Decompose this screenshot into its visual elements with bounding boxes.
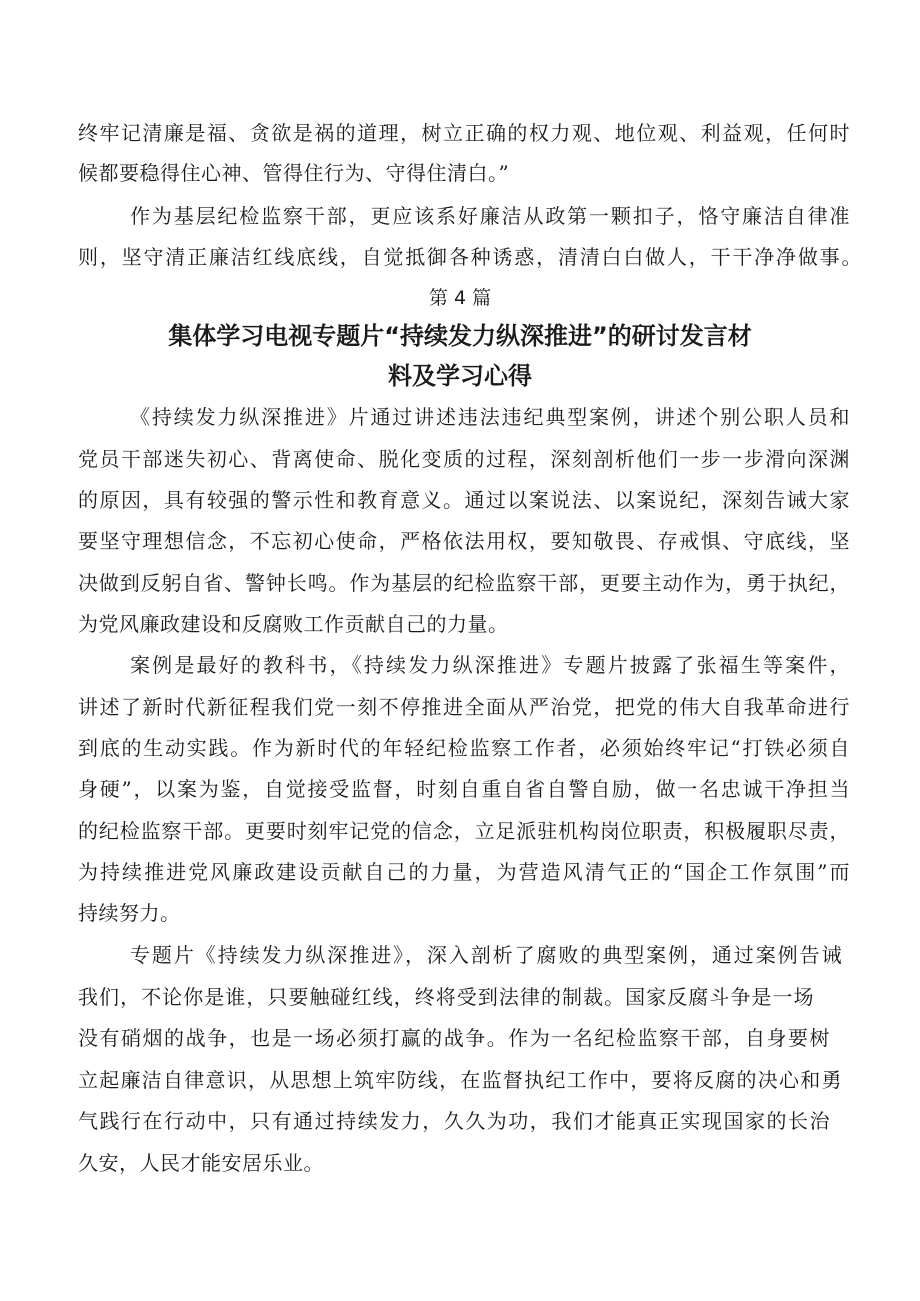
paragraph-line: 讲述了新时代新征程我们党一刻不停推进全面从严治党，把党的伟大自我革命进行 bbox=[78, 695, 850, 719]
paragraph-line: 候都要稳得住心神、管得住行为、守得住清白。” bbox=[78, 161, 510, 185]
paragraph-line: 终牢记清廉是福、贪欲是祸的道理，树立正确的权力观、地位观、利益观，任何时 bbox=[78, 121, 850, 145]
paragraph-line: 立起廉洁自律意识，从思想上筑牢防线，在监督执纪工作中，要将反腐的决心和勇 bbox=[78, 1068, 842, 1092]
paragraph-line: 到底的生动实践。作为新时代的年轻纪检监察工作者，必须始终牢记“打铁必须自 bbox=[78, 736, 850, 760]
paragraph-line: 为党风廉政建设和反腐败工作贡献自己的力量。 bbox=[78, 612, 509, 636]
paragraph-line: 身硬”，以案为鉴，自觉接受监督，时刻自重自省自警自励，做一名忠诚干净担当 bbox=[78, 777, 850, 801]
paragraph-line: 我们，不论你是谁，只要触碰红线，终将受到法律的制裁。国家反腐斗争是一场 bbox=[78, 985, 814, 1009]
document-title-line-1: 集体学习电视专题片“持续发力纵深推进”的研讨发言材 bbox=[168, 322, 752, 350]
paragraph-line: 专题片《持续发力纵深推进》，深入剖析了腐败的典型案例，通过案例告诫 bbox=[130, 943, 842, 967]
document-title-line-2: 料及学习心得 bbox=[388, 362, 532, 390]
paragraph-line: 没有硝烟的战争，也是一场必须打赢的战争。作为一名纪检监察干部，自身要树 bbox=[78, 1026, 830, 1050]
paragraph-line: 持续努力。 bbox=[78, 901, 181, 925]
paragraph-line: 气践行在行动中，只有通过持续发力，久久为功，我们才能真正实现国家的长治 bbox=[78, 1109, 830, 1133]
paragraph-line: 久安，人民才能安居乐业。 bbox=[78, 1151, 324, 1175]
paragraph-line: 案例是最好的教科书，《持续发力纵深推进》专题片披露了张福生等案件， bbox=[130, 653, 850, 677]
paragraph-line: 作为基层纪检监察干部，更应该系好廉洁从政第一颗扣子，恪守廉洁自律准 bbox=[130, 204, 850, 228]
paragraph-line: 决做到反躬自省、警钟长鸣。作为基层的纪检监察干部，更要主动作为，勇于执纪， bbox=[78, 571, 850, 595]
paragraph-line: 要坚守理想信念，不忘初心使命，严格依法用权，要知敬畏、存戒惧、守底线，坚 bbox=[78, 529, 850, 553]
paragraph-line: 党员干部迷失初心、背离使命、脱化变质的过程，深刻剖析他们一步一步滑向深渊 bbox=[78, 447, 850, 471]
paragraph-line: 则，坚守清正廉洁红线底线，自觉抵御各种诱惑，清清白白做人，干干净净做事。 bbox=[78, 245, 862, 269]
section-label: 第 4 篇 bbox=[428, 287, 492, 309]
paragraph-line: 为持续推进党风廉政建设贡献自己的力量，为营造风清气正的“国企工作氛围”而 bbox=[78, 860, 850, 884]
paragraph-line: 《持续发力纵深推进》片通过讲述违法违纪典型案例，讲述个别公职人员和 bbox=[130, 405, 850, 429]
paragraph-line: 的纪检监察干部。更要时刻牢记党的信念，立足派驻机构岗位职责，积极履职尽责， bbox=[78, 819, 850, 843]
paragraph-line: 的原因，具有较强的警示性和教育意义。通过以案说法、以案说纪，深刻告诫大家 bbox=[78, 488, 850, 512]
